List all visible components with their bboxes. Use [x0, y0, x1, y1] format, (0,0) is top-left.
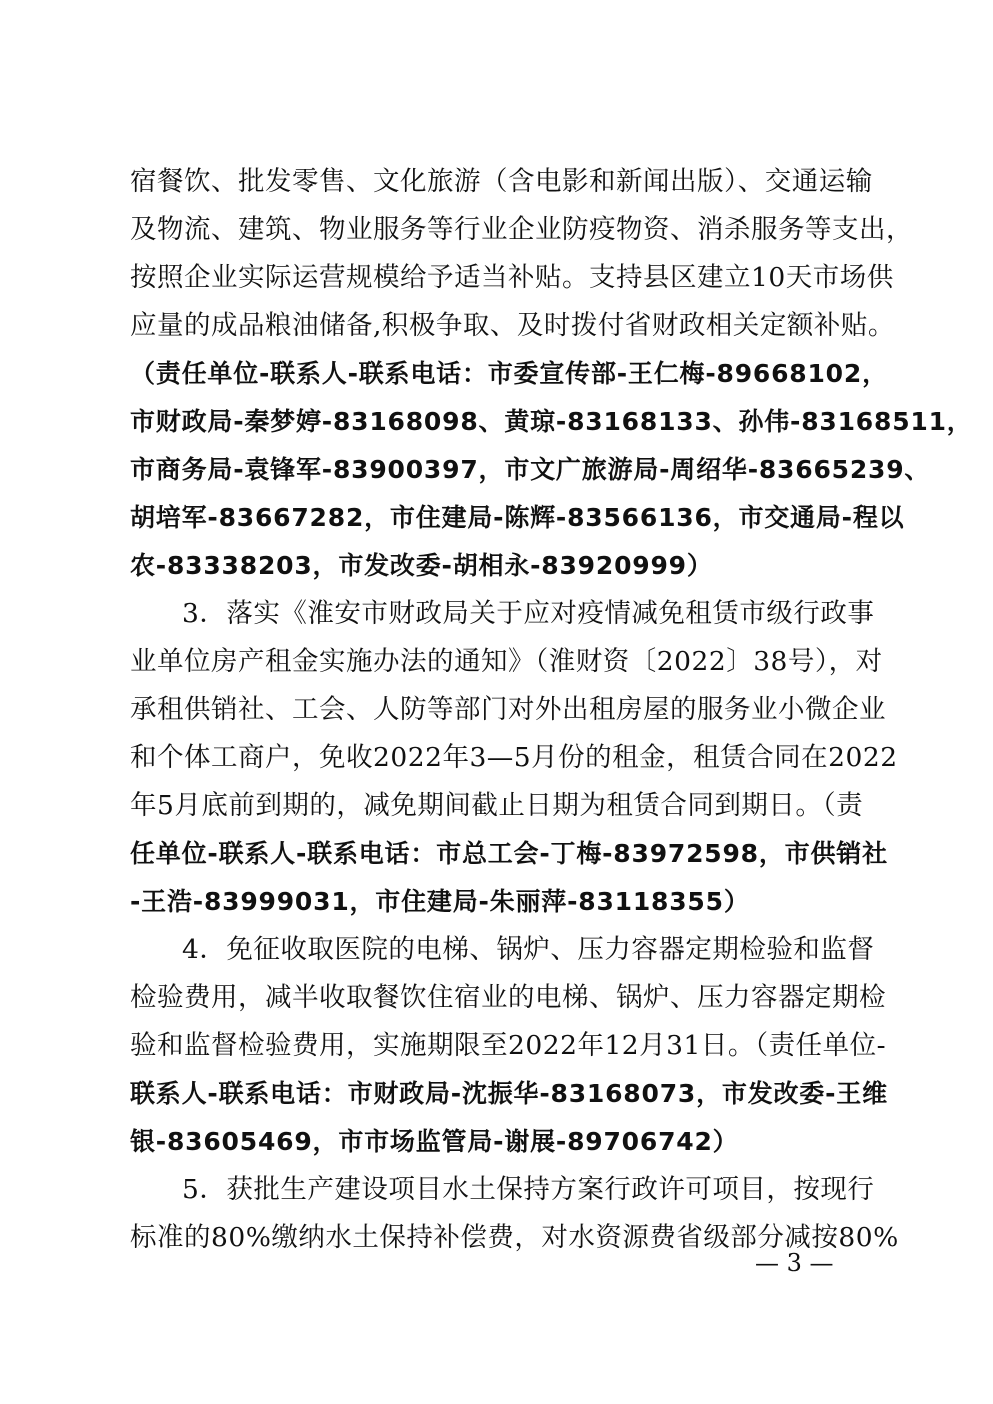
- text-line: 业单位房产租金实施办法的通知》（淮财资〔2022〕38号），对: [130, 646, 883, 677]
- responsibility-note-line: 任单位-联系人-联系电话：市总工会-丁梅-83972598，市供销社: [130, 839, 888, 868]
- text-line: 应量的成品粮油储备,积极争取、及时拨付省财政相关定额补贴。: [130, 310, 895, 341]
- responsibility-note-line: 市商务局-袁锋军-83900397，市文广旅游局-周绍华-83665239、: [130, 455, 931, 484]
- text-line: 及物流、建筑、物业服务等行业企业防疫物资、消杀服务等支出，: [130, 214, 913, 245]
- responsibility-note-line: 农-83338203，市发改委-胡相永-83920999）: [130, 551, 713, 580]
- paragraph-4-first-line: 4．免征收取医院的电梯、锅炉、压力容器定期检验和监督: [182, 934, 875, 965]
- responsibility-note-line: 市财政局-秦梦婷-83168098、黄琼-83168133、孙伟-83168511，: [130, 407, 973, 436]
- text-line: 按照企业实际运营规模给予适当补贴。支持县区建立10天市场供: [130, 262, 894, 293]
- paragraph-5-first-line: 5．获批生产建设项目水土保持方案行政许可项目，按现行: [182, 1174, 875, 1205]
- page-number: — 3 —: [755, 1249, 834, 1277]
- text-line: 标准的80%缴纳水土保持补偿费，对水资源费省级部分减按80%: [130, 1222, 899, 1253]
- responsibility-note-line: -王浩-83999031，市住建局-朱丽萍-83118355）: [130, 887, 750, 916]
- text-line: 验和监督检验费用，实施期限至2022年12月31日。（责任单位-: [130, 1030, 887, 1061]
- text-line: 宿餐饮、批发零售、文化旅游（含电影和新闻出版）、交通运输: [130, 166, 873, 197]
- responsibility-note-line: 联系人-联系电话：市财政局-沈振华-83168073，市发改委-王维: [130, 1079, 888, 1108]
- document-body: [130, 158, 973, 1262]
- text-line: 承租供销社、工会、人防等部门对外出租房屋的服务业小微企业: [130, 694, 886, 725]
- responsibility-note-line: 银-83605469，市市场监管局-谢展-89706742）: [130, 1127, 739, 1156]
- responsibility-note-line: 胡培军-83667282，市住建局-陈辉-83566136，市交通局-程以: [130, 503, 905, 532]
- text-line: 年5月底前到期的，减免期间截止日期为租赁合同到期日。（责: [130, 790, 864, 821]
- responsibility-note-line: （责任单位-联系人-联系电话：市委宣传部-王仁梅-89668102，: [130, 359, 888, 388]
- text-line: 和个体工商户，免收2022年3—5月份的租金，租赁合同在2022: [130, 742, 898, 773]
- paragraph-3-first-line: 3．落实《淮安市财政局关于应对疫情减免租赁市级行政事: [182, 598, 875, 629]
- text-line: 检验费用，减半收取餐饮住宿业的电梯、锅炉、压力容器定期检: [130, 982, 886, 1013]
